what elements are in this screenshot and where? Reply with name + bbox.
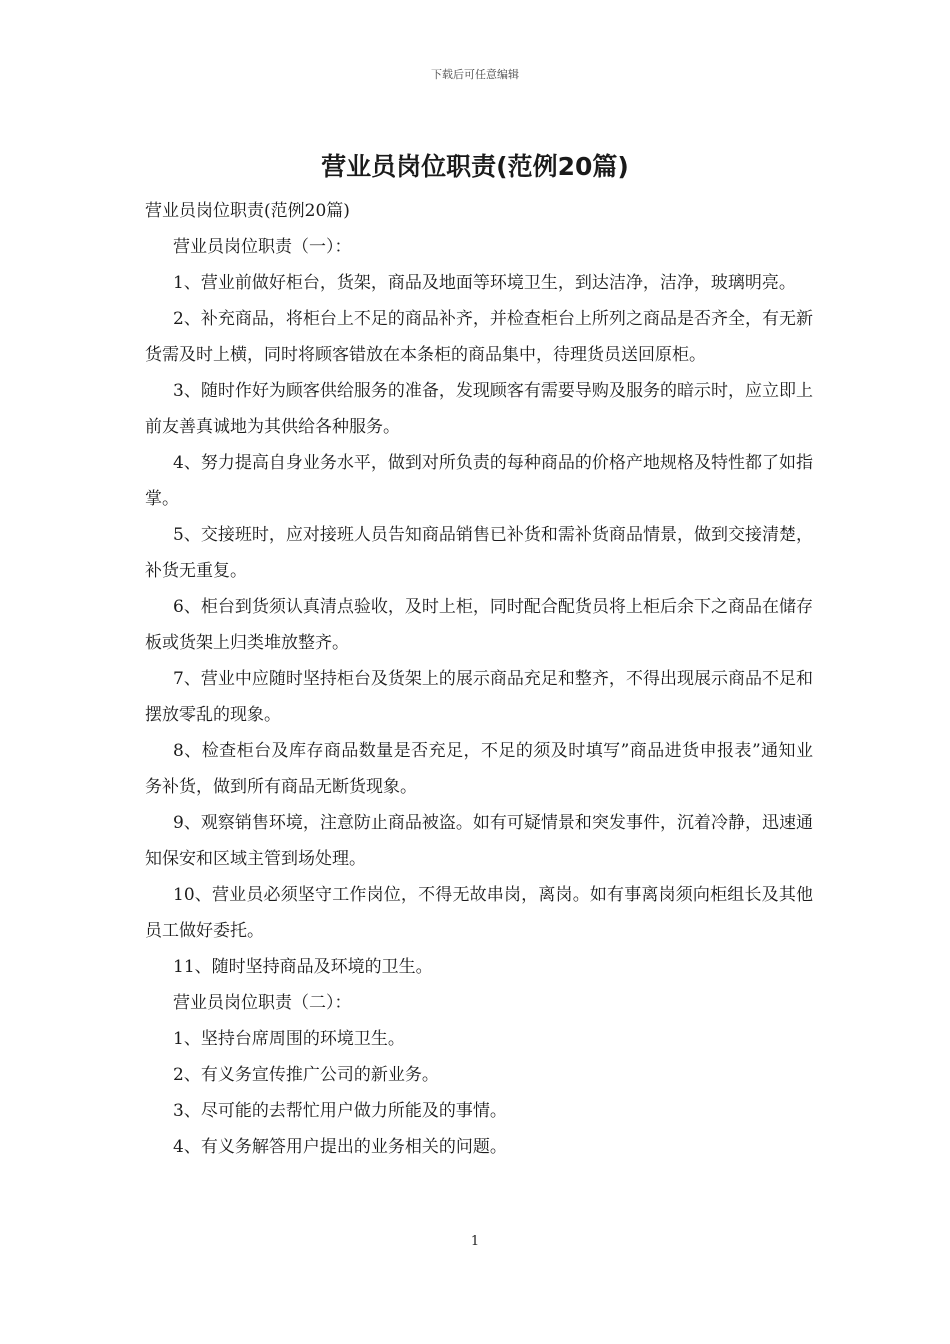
paragraph: 2、有义务宣传推广公司的新业务。 <box>173 1065 439 1085</box>
paragraph: 5、交接班时，应对接班人员告知商品销售已补货和需补货商品情景，做到交接清楚，补货无重复。 <box>145 525 813 581</box>
paragraph: 营业员岗位职责（二）： <box>173 993 352 1013</box>
paragraph: 4、努力提高自身业务水平，做到对所负责的每种商品的价格产地规格及特性都了如指掌。 <box>145 453 813 509</box>
paragraph: 4、有义务解答用户提出的业务相关的问题。 <box>173 1137 507 1157</box>
paragraph: 2、补充商品，将柜台上不足的商品补齐，并检查柜台上所列之商品是否齐全，有无新货需及时上横，同时将顾客错放在本条柜的商品集中，待理货员送回原柜。 <box>145 309 813 365</box>
paragraph: 3、尽可能的去帮忙用户做力所能及的事情。 <box>173 1101 507 1121</box>
document-body <box>145 193 813 1165</box>
document-title: 营业员岗位职责(范例20篇) <box>321 152 629 181</box>
paragraph: 营业员岗位职责(范例20篇) <box>145 201 350 221</box>
paragraph: 11、随时坚持商品及环境的卫生。 <box>173 957 433 977</box>
paragraph: 3、随时作好为顾客供给服务的准备，发现顾客有需要导购及服务的暗示时，应立即上前友善真诚地为其供给各种服务。 <box>145 381 813 437</box>
page-number: 1 <box>470 1234 480 1249</box>
paragraph: 1、坚持台席周围的环境卫生。 <box>173 1029 405 1049</box>
paragraph: 8、检查柜台及库存商品数量是否充足，不足的须及时填写”商品进货申报表”通知业务补货，做到所有商品无断货现象。 <box>145 741 813 797</box>
paragraph: 6、柜台到货须认真清点验收，及时上柜，同时配合配货员将上柜后余下之商品在储存板或货架上归类堆放整齐。 <box>145 597 813 653</box>
paragraph: 营业员岗位职责（一）： <box>173 237 352 257</box>
paragraph: 7、营业中应随时坚持柜台及货架上的展示商品充足和整齐，不得出现展示商品不足和摆放零乱的现象。 <box>145 669 813 725</box>
paragraph: 1、营业前做好柜台，货架，商品及地面等环境卫生，到达洁净，洁净，玻璃明亮。 <box>173 273 796 293</box>
paragraph: 9、观察销售环境，注意防止商品被盗。如有可疑情景和突发事件，沉着冷静，迅速通知保安和区域主管到场处理。 <box>145 813 813 869</box>
paragraph: 10、营业员必须坚守工作岗位，不得无故串岗，离岗。如有事离岗须向柜组长及其他员工做好委托。 <box>145 885 813 941</box>
header-note: 下载后可任意编辑 <box>431 68 519 81</box>
